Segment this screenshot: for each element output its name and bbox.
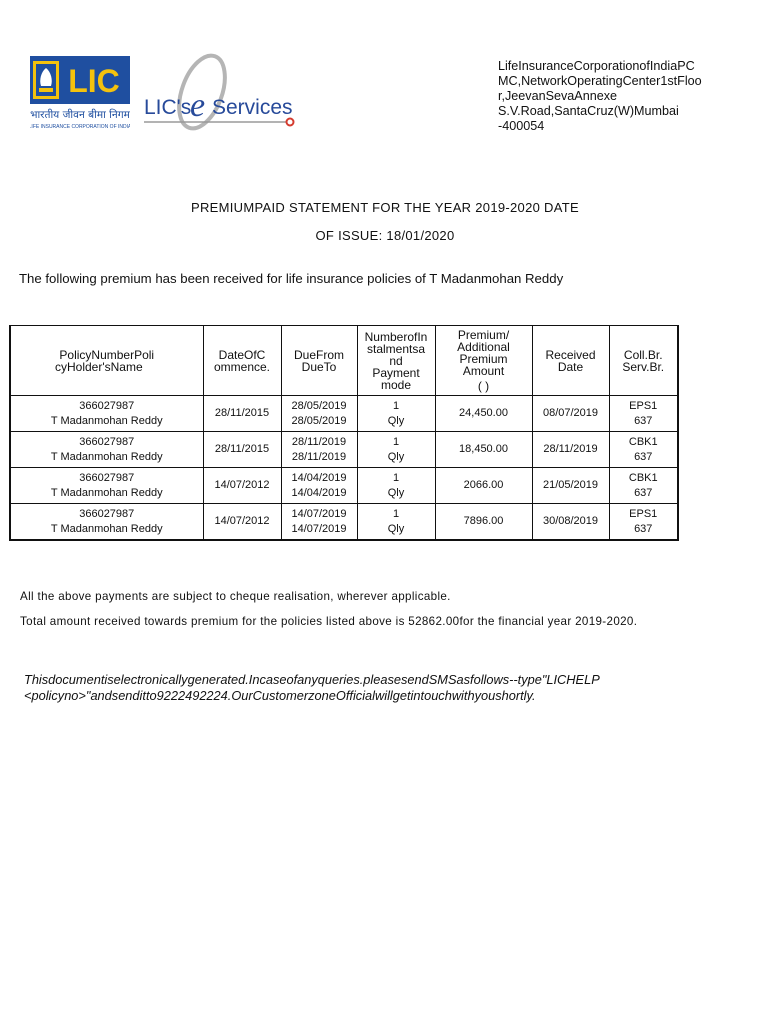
cell-received: 30/08/2019 — [532, 504, 609, 541]
due-to: 14/04/2019 — [291, 486, 347, 499]
header-text: mode — [380, 377, 412, 392]
cell-due — [281, 396, 357, 432]
cell-received: 28/11/2019 — [532, 432, 609, 468]
policy-number: 366027987 — [79, 399, 135, 412]
cell-doc: 28/11/2015 — [203, 396, 281, 432]
header-text: DateOfC — [218, 347, 266, 362]
coll-branch: CBK1 — [628, 471, 658, 484]
header-text: stalmentsa — [366, 341, 426, 356]
header-text: Date — [557, 359, 584, 374]
installments: 1 — [392, 399, 400, 412]
cell-installments — [357, 468, 435, 504]
cell-doc: 14/07/2012 — [203, 468, 281, 504]
lic-english-text: LIFE INSURANCE CORPORATION OF INDIA — [30, 124, 130, 130]
cell-received: 08/07/2019 — [532, 396, 609, 432]
address-line: -400054 — [498, 119, 545, 133]
footer-notice — [24, 672, 684, 703]
serv-branch: 637 — [634, 486, 653, 499]
cell-doc: 14/07/2012 — [203, 504, 281, 541]
total-note: Total amount received towards premium for the policies listed above is 52862.00for the financial year 2019-2020. — [20, 615, 638, 628]
header-text: Premium/ — [457, 328, 510, 342]
policy-holder: T Madanmohan Reddy — [50, 414, 163, 427]
policy-holder: T Madanmohan Reddy — [50, 450, 163, 463]
header-text: DueTo — [301, 359, 337, 374]
payment-mode: Qly — [387, 486, 405, 499]
cell-policy — [10, 468, 203, 504]
payment-mode: Qly — [387, 450, 405, 463]
cell-due — [281, 504, 357, 541]
header-text: Serv.Br. — [622, 359, 665, 374]
eservices-e-text: e — [190, 87, 206, 124]
header-text: Received — [545, 347, 596, 362]
due-from: 28/11/2019 — [291, 435, 347, 448]
policy-holder: T Madanmohan Reddy — [50, 486, 163, 499]
header-date-of-commencement — [203, 326, 281, 396]
header-branch — [609, 326, 678, 396]
eservices-lics-text: LIC's — [144, 96, 192, 119]
due-from: 14/07/2019 — [291, 507, 347, 520]
eservices-services-text: Services — [212, 96, 293, 119]
table-row — [10, 504, 678, 541]
premium-table — [9, 325, 679, 541]
cell-amount: 18,450.00 — [435, 432, 532, 468]
address-line: S.V.Road,SantaCruz(W)Mumbai — [498, 104, 679, 118]
cell-amount: 24,450.00 — [435, 396, 532, 432]
address-line: r,JeevanSevaAnnexe — [498, 89, 618, 103]
cell-policy — [10, 396, 203, 432]
header-text: NumberofIn — [364, 329, 428, 344]
payment-mode: Qly — [387, 522, 405, 535]
cheque-note: All the above payments are subject to cheque realisation, wherever applicable. — [20, 590, 451, 603]
serv-branch: 637 — [634, 522, 653, 535]
lic-brand-text: LIC — [68, 63, 120, 99]
policy-holder: T Madanmohan Reddy — [50, 522, 163, 535]
header-text: DueFrom — [293, 347, 344, 362]
statement-title-line2: OF ISSUE: 18/01/2020 — [315, 228, 455, 243]
statement-title — [150, 194, 620, 250]
cell-amount: 2066.00 — [435, 468, 532, 504]
cell-installments — [357, 504, 435, 541]
cell-branch — [609, 396, 678, 432]
due-to: 14/07/2019 — [291, 522, 347, 535]
coll-branch: EPS1 — [629, 399, 658, 412]
header-text: nd — [389, 353, 403, 368]
due-from: 28/05/2019 — [291, 399, 347, 412]
header-received-date — [532, 326, 609, 396]
table-row — [10, 396, 678, 432]
cell-installments — [357, 432, 435, 468]
header-due — [281, 326, 357, 396]
table-row — [10, 432, 678, 468]
installments: 1 — [392, 471, 400, 484]
due-to: 28/11/2019 — [291, 450, 347, 463]
eservices-logo — [142, 50, 298, 132]
header-installments — [357, 326, 435, 396]
policy-number: 366027987 — [79, 471, 135, 484]
serv-branch: 637 — [634, 414, 653, 427]
footer-line: <policyno>"andsenditto9222492224.OurCustomerzoneOfficialwillgetintouchwithyoushortly. — [24, 687, 536, 703]
header-text: Payment — [372, 365, 420, 380]
cell-branch — [609, 468, 678, 504]
coll-branch: EPS1 — [629, 507, 658, 520]
policy-number: 366027987 — [79, 435, 135, 448]
header-text: Additional — [457, 340, 510, 354]
header-text: ( ) — [477, 379, 490, 393]
cell-branch — [609, 504, 678, 541]
address-line: LifeInsuranceCorporationofIndiaPC — [498, 59, 695, 73]
statement-intro: The following premium has been received for life insurance policies of T Madanmohan Reddy — [19, 271, 564, 286]
payment-mode: Qly — [387, 414, 405, 427]
office-address — [498, 59, 728, 134]
policy-number: 366027987 — [79, 507, 135, 520]
header-text: cyHolder'sName — [55, 359, 143, 374]
header-text: ommence. — [213, 359, 271, 374]
header-policy — [10, 326, 203, 396]
header-text: Premium — [459, 352, 508, 366]
serv-branch: 637 — [634, 450, 653, 463]
cell-doc: 28/11/2015 — [203, 432, 281, 468]
header-text: Amount — [462, 364, 505, 378]
header-text: Coll.Br. — [623, 347, 663, 362]
cell-policy — [10, 504, 203, 541]
table-header-row — [10, 326, 678, 396]
cell-due — [281, 432, 357, 468]
installments: 1 — [392, 435, 400, 448]
header-text: PolicyNumberPoli — [59, 347, 155, 362]
lic-hindi-text: भारतीय जीवन बीमा निगम — [30, 109, 130, 121]
statement-title-line1: PREMIUMPAID STATEMENT FOR THE YEAR 2019-2020 DATE — [191, 200, 579, 215]
cell-branch — [609, 432, 678, 468]
installments: 1 — [392, 507, 400, 520]
cell-installments — [357, 396, 435, 432]
table-row — [10, 468, 678, 504]
due-to: 28/05/2019 — [291, 414, 347, 427]
cell-policy — [10, 432, 203, 468]
coll-branch: CBK1 — [628, 435, 658, 448]
due-from: 14/04/2019 — [291, 471, 347, 484]
footer-line: Thisdocumentiselectronicallygenerated.Incaseofanyqueries.pleasesendSMSasfollows--type"LICHELP — [24, 672, 600, 687]
address-line: MC,NetworkOperatingCenter1stFloo — [498, 74, 702, 88]
cell-due — [281, 468, 357, 504]
header-premium — [435, 326, 532, 396]
cell-amount: 7896.00 — [435, 504, 532, 541]
lic-logo — [30, 56, 130, 132]
cell-received: 21/05/2019 — [532, 468, 609, 504]
